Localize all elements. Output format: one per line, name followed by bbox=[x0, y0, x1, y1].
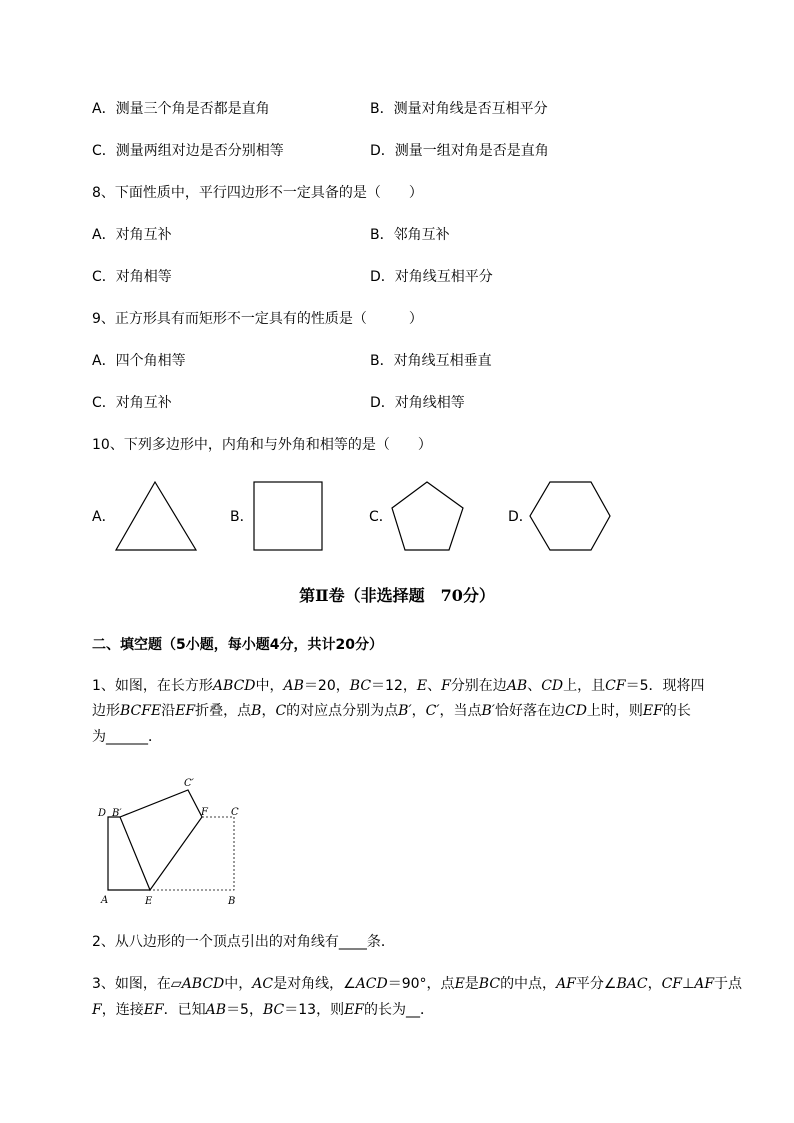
q8-option-b: B．邻角互补 bbox=[370, 227, 450, 243]
label-a: A bbox=[101, 895, 109, 906]
triangle-shape bbox=[112, 478, 202, 554]
q9-option-c: C．对角互补 bbox=[92, 395, 172, 411]
fold-rectangle-figure bbox=[95, 773, 255, 909]
q10-stem: 10、下列多边形中，内角和与外角和相等的是（ ） bbox=[92, 437, 432, 453]
label-d: D bbox=[98, 808, 107, 819]
section-fill-in-blank: 二、填空题（5小题，每小题4分，共计20分） bbox=[92, 637, 383, 653]
q8-option-a: A．对角互补 bbox=[92, 227, 172, 243]
part2-title: 第Ⅱ卷（非选择题 70分） bbox=[299, 586, 495, 605]
q8-stem: 8、下面性质中，平行四边形不一定具备的是（ ） bbox=[92, 185, 423, 201]
q10-label-b: B． bbox=[230, 509, 254, 525]
label-b-prime: B′ bbox=[112, 808, 122, 819]
q7-option-d: D．测量一组对角是否是直角 bbox=[370, 143, 549, 159]
f1-line2: 边形BCFE沿EF折叠，点B，C的对应点分别为点B′，C′，当点B′恰好落在边CD上时，则EF的长 bbox=[92, 703, 691, 719]
q8-option-c: C．对角相等 bbox=[92, 269, 172, 285]
f2-text: 2、从八边形的一个顶点引出的对角线有____条． bbox=[92, 934, 395, 950]
label-e: E bbox=[145, 896, 153, 907]
q9-stem: 9、正方形具有而矩形不一定具有的性质是（ ） bbox=[92, 311, 423, 327]
q10-label-c: C． bbox=[369, 509, 393, 525]
q10-label-a: A． bbox=[92, 509, 116, 525]
label-b: B bbox=[228, 896, 236, 907]
f3-line1: 3、如图，在▱ABCD中，AC是对角线，∠ACD＝90°，点E是BC的中点，AF平分∠BAC，CF⊥AF于点 bbox=[92, 976, 743, 992]
f1-line3: 为______． bbox=[92, 729, 162, 745]
label-c: C bbox=[231, 807, 239, 818]
q9-option-b: B．对角线互相垂直 bbox=[370, 353, 492, 369]
q7-option-c: C．测量两组对边是否分别相等 bbox=[92, 143, 284, 159]
label-c-prime: C′ bbox=[184, 778, 194, 789]
square-shape bbox=[250, 478, 328, 554]
q7-option-b: B．测量对角线是否互相平分 bbox=[370, 101, 548, 117]
q10-label-d: D． bbox=[508, 509, 533, 525]
f1-line1: 1、如图，在长方形ABCD中，AB＝20，BC＝12，E、F分别在边AB、CD上，且CF＝5．现将四 bbox=[92, 678, 705, 694]
q9-option-d: D．对角线相等 bbox=[370, 395, 465, 411]
f3-line2: F，连接EF．已知AB＝5，BC＝13，则EF的长为__． bbox=[92, 1002, 435, 1018]
q9-option-a: A．四个角相等 bbox=[92, 353, 186, 369]
q8-option-d: D．对角线互相平分 bbox=[370, 269, 493, 285]
label-f: F bbox=[201, 807, 208, 818]
q7-option-a: A．测量三个角是否都是直角 bbox=[92, 101, 270, 117]
hexagon-shape bbox=[526, 478, 616, 554]
pentagon-shape bbox=[388, 478, 468, 554]
